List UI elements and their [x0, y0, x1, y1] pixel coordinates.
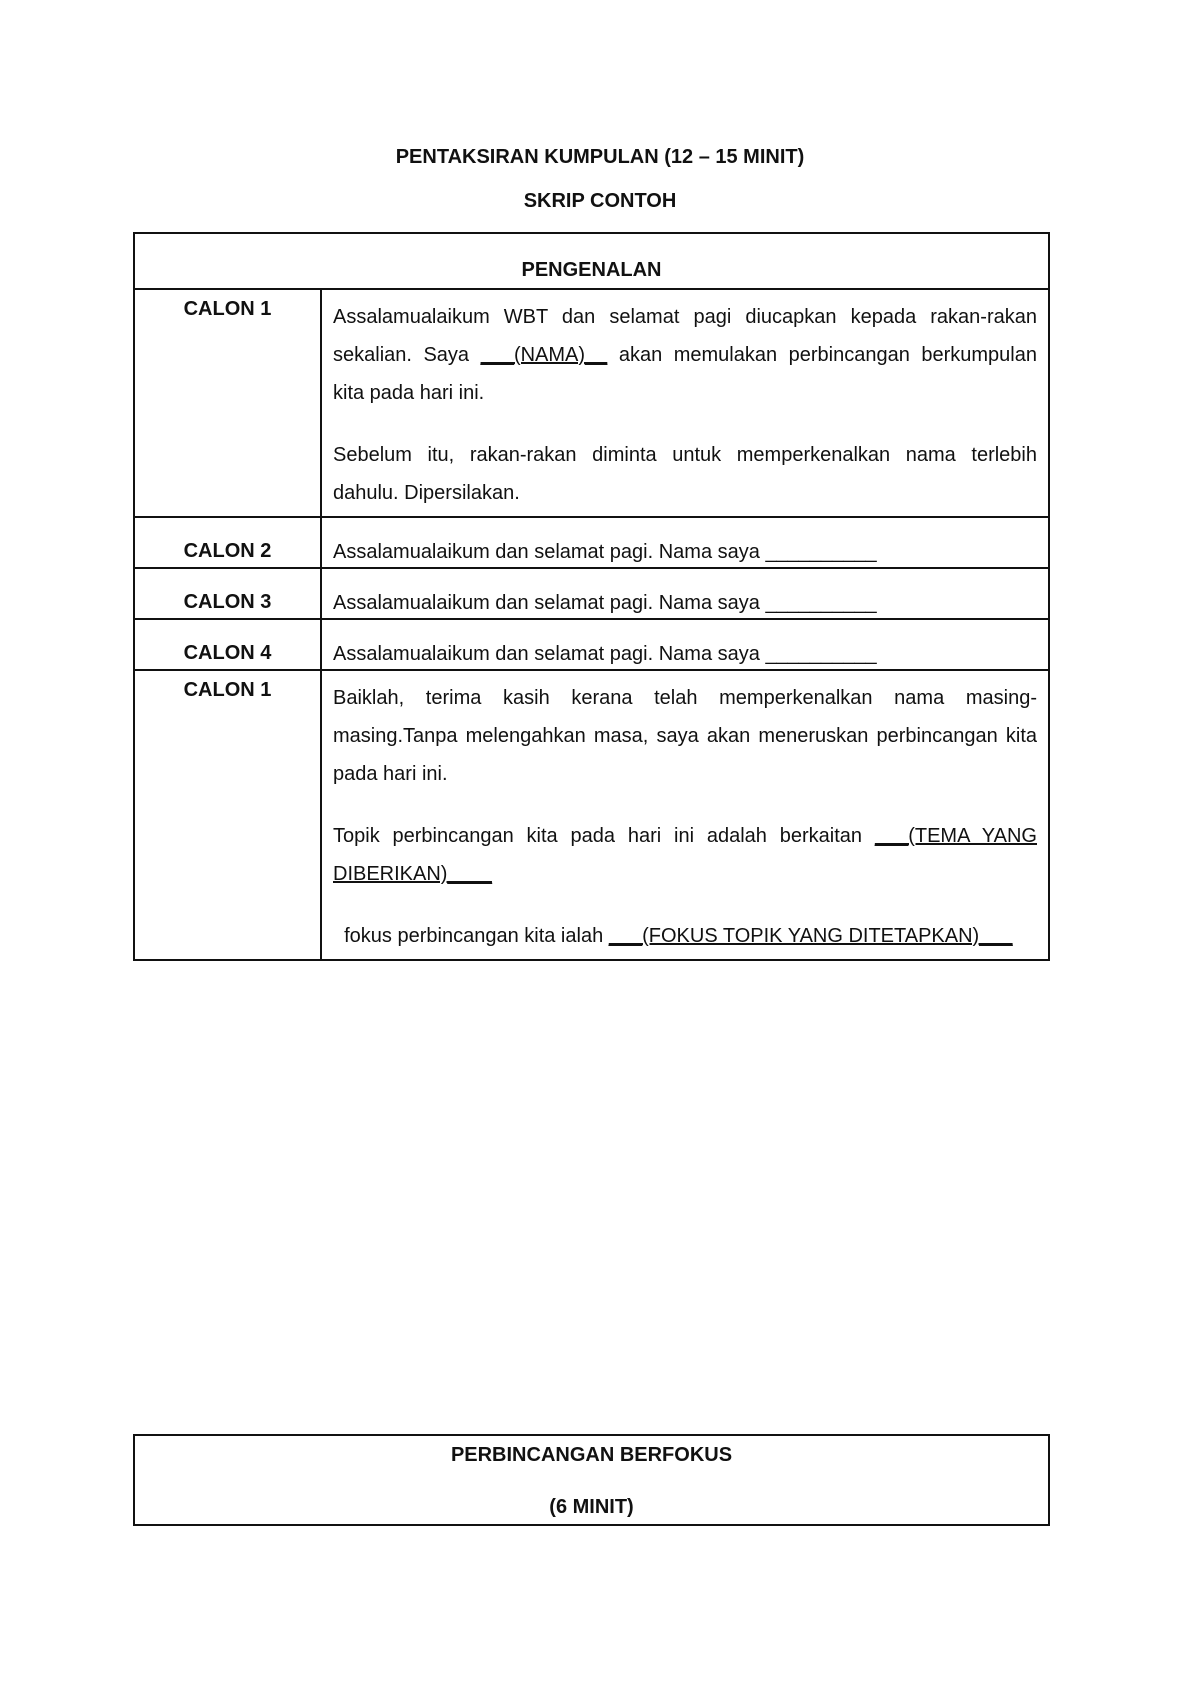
- focus-placeholder: ___(FOKUS TOPIK YANG DITETAPKAN)___: [608, 925, 1013, 947]
- name-blank: __________: [765, 541, 877, 563]
- script-paragraph: [333, 917, 1037, 955]
- script-text: [321, 517, 1049, 568]
- script-text: [321, 289, 1049, 517]
- script-paragraph: [333, 298, 1037, 412]
- focused-discussion-box: [133, 1434, 1050, 1526]
- name-blank: __________: [765, 643, 877, 665]
- focus-duration: (6 MINIT): [549, 1496, 634, 1518]
- script-paragraph: [333, 817, 1037, 893]
- name-blank: __________: [765, 592, 877, 614]
- table-row: [134, 619, 1049, 670]
- introduction-script-table: [133, 232, 1050, 961]
- document-title: PENTAKSIRAN KUMPULAN (12 – 15 MINIT): [395, 146, 805, 168]
- text-segment: Assalamualaikum WBT dan selamat pagi diucapkan kepada rakan-rakan sekalian. Saya: [333, 306, 1037, 366]
- speaker-label: CALON 3: [134, 568, 321, 619]
- table-header-row: [134, 233, 1049, 289]
- table-row: [134, 517, 1049, 568]
- focus-title: PERBINCANGAN BERFOKUS: [450, 1444, 733, 1466]
- table-row: [134, 568, 1049, 619]
- speaker-label: CALON 4: [134, 619, 321, 670]
- table-header-pengenalan: PENGENALAN: [134, 233, 1049, 289]
- speaker-label: CALON 2: [134, 517, 321, 568]
- table-row: [134, 670, 1049, 960]
- script-paragraph: Baiklah, terima kasih kerana telah memperkenalkan nama masing-masing.Tanpa melengahkan masa, saya akan meneruskan perbincangan kita pada hari ini.: [333, 687, 1037, 785]
- table-row: [134, 289, 1049, 517]
- text-segment: Assalamualaikum dan selamat pagi. Nama saya: [333, 643, 766, 665]
- table-row: [134, 1435, 1049, 1525]
- text-segment: Assalamualaikum dan selamat pagi. Nama saya: [333, 592, 766, 614]
- speaker-label: CALON 1: [134, 289, 321, 517]
- text-segment: Topik perbincangan kita pada hari ini adalah berkaitan: [333, 825, 875, 847]
- text-segment: akan memulakan perbincangan berkumpulan kita pada hari ini.: [333, 344, 1037, 404]
- script-text: [321, 670, 1049, 960]
- script-text: [321, 619, 1049, 670]
- text-segment: Assalamualaikum dan selamat pagi. Nama saya: [333, 541, 766, 563]
- text-segment: fokus perbincangan kita ialah: [333, 925, 609, 947]
- script-text: [321, 568, 1049, 619]
- speaker-label: CALON 1: [134, 670, 321, 960]
- name-placeholder: ___(NAMA)__: [480, 344, 608, 366]
- focused-discussion-heading: [134, 1435, 1049, 1525]
- theme-placeholder: ___(TEMA YANG DIBERIKAN)____: [333, 825, 1037, 885]
- script-paragraph: Sebelum itu, rakan-rakan diminta untuk memperkenalkan nama terlebih dahulu. Dipersilakan.: [333, 444, 1037, 504]
- document-subtitle: SKRIP CONTOH: [523, 190, 677, 212]
